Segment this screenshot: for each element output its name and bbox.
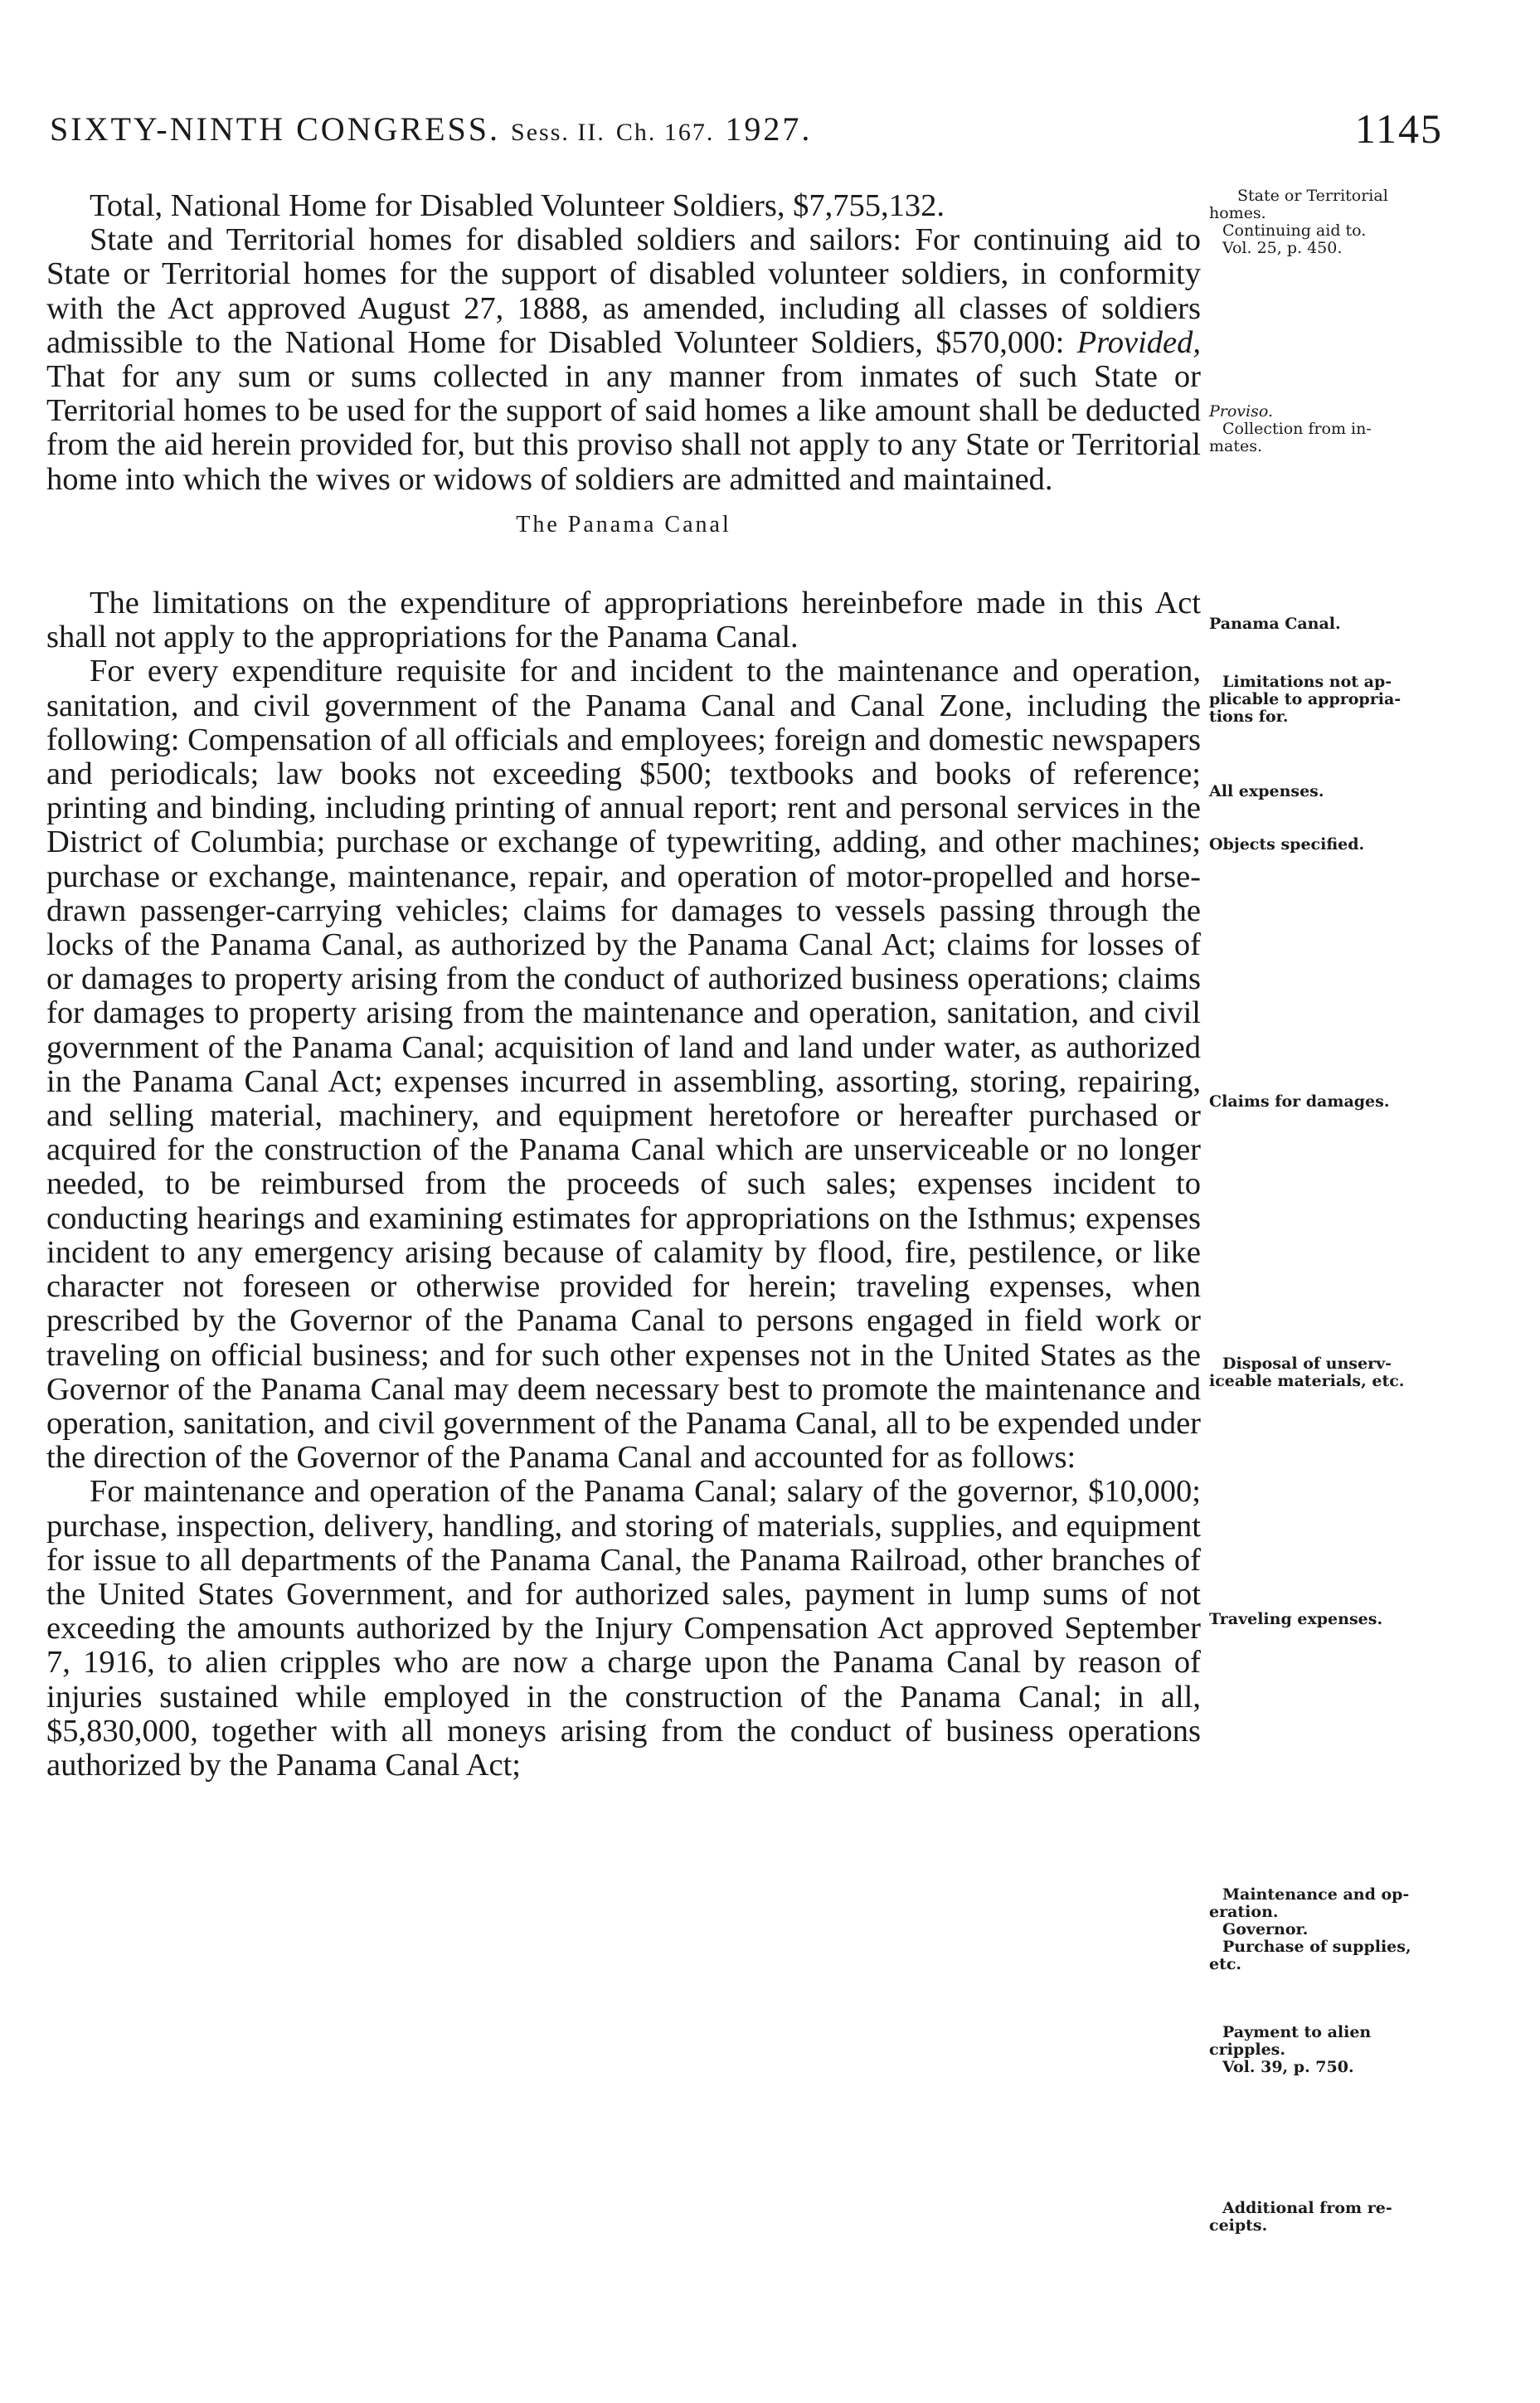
margin-notes <box>1209 0 1458 2403</box>
margin-note-additional: Additional from re- ceipts. <box>1209 2199 1392 2235</box>
state-homes-text: State and Territorial homes for disabled soldiers and sailors: For continuing aid to State or Territorial homes for the support of disabled volunteer soldiers, in conformity with the Act approved August 27, 1888, as amended, including all classes of soldiers admissible to the National Home for Disabled Volunteer Soldiers, $570,000: <box>46 222 1201 360</box>
margin-note-panama-canal: Panama Canal. <box>1209 615 1341 633</box>
margin-note-payment: Payment to alien cripples. Vol. 39, p. 750. <box>1209 2023 1372 2076</box>
proviso-text: That for any sum or sums collected in any manner from inmates of such State or Territorial homes to be used for the support of said homes a like amount shall be deducted from the aid herein provided for, but this proviso shall not apply to any State or Territorial home into which the wives or widows of soldiers are admitted and maintained. <box>46 359 1201 497</box>
margin-note-claims: Claims for damages. <box>1209 1092 1390 1111</box>
paragraph-limitations: The limitations on the expenditure of appropriations hereinbefore made in this Act shall not apply to the appropriations for the Panama Canal. <box>46 586 1201 655</box>
proviso-word: Provided, <box>1076 324 1201 360</box>
paragraph-maintenance: For maintenance and operation of the Panama Canal; salary of the governor, $10,000; purchase, inspection, delivery, handling, and storing of materials, supplies, and equipment for issue to all departments of the Panama Canal, the Panama Railroad, other branches of the United States Government, and for authorized sales, payment in lump sums of not exceeding the amounts authorized by the Injury Compensation Act approved September 7, 1916, to alien cripples who are now a charge upon the Panama Canal by reason of injuries sustained while employed in the construction of the Panama Canal; in all, $5,830,000, together with all moneys arising from the conduct of business operations authorized by the Panama Canal Act; <box>46 1474 1201 1783</box>
section-heading <box>46 505 1201 542</box>
margin-note-state-homes: State or Territorial homes. Continuing aid to. Vol. 25, p. 450. <box>1209 187 1388 257</box>
paragraph-state-homes <box>46 223 1201 497</box>
paragraph-total: Total, National Home for Disabled Volunteer Soldiers, $7,755,132. <box>90 188 945 223</box>
session-label: Sess. II. <box>511 119 605 146</box>
margin-note-limitations: Limitations not ap- plicable to appropria- tions for. <box>1209 673 1402 726</box>
page-number: 1145 <box>1354 105 1443 152</box>
congress-title: SIXTY-NINTH CONGRESS. <box>50 110 501 148</box>
main-text-column <box>46 189 1201 1783</box>
margin-note-proviso: Proviso. Collection from in- mates. <box>1209 402 1372 455</box>
margin-note-disposal: Disposal of unserv- iceable materials, etc. <box>1209 1355 1405 1390</box>
paragraph-expenditures: For every expenditure requisite for and incident to the maintenance and operation, sanitation, and civil government of the Panama Canal and Canal Zone, including the following: Compensation of all officials and employees; foreign and domestic newspapers and periodicals; law books not exceeding $500; textbooks and books of reference; printing and binding, including printing of annual report; rent and personal services in the District of Columbia; purchase or exchange of typewriting, adding, and other machines; purchase or exchange, maintenance, repair, and operation of motor-propelled and horse-drawn passenger-carrying vehicles; claims for damages to vessels passing through the locks of the Panama Canal, as authorized by the Panama Canal Act; claims for losses of or damages to property arising from the conduct of authorized business operations; claims for damages to property arising from the maintenance and operation, sanitation, and civil government of the Panama Canal; acquisition of land and land under water, as authorized in the Panama Canal Act; expenses incurred in assembling, assorting, storing, repairing, and selling material, machinery, and equipment heretofore or hereafter purchased or acquired for the construction of the Panama Canal which are unserviceable or no longer needed, to be reimbursed from the proceeds of such sales; expenses incident to conducting hearings and examining estimates for appropriations on the Isthmus; expenses incident to any emergency arising because of calamity by flood, fire, pestilence, or like character not foreseen or otherwise provided for herein; traveling expenses, when prescribed by the Governor of the Panama Canal to persons engaged in field work or traveling on official business; and for such other expenses not in the United States as the Governor of the Panama Canal may deem necessary best to promote the maintenance and operation, sanitation, and civil government of the Panama Canal, all to be expended under the direction of the Governor of the Panama Canal and accounted for as follows: <box>46 654 1201 1476</box>
year-label: 1927. <box>725 110 813 148</box>
section-heading-text: The Panama Canal <box>516 511 731 538</box>
margin-note-maintenance: Maintenance and op- eration. Governor. Purchase of supplies, etc. <box>1209 1885 1411 1973</box>
running-head <box>50 109 812 148</box>
chapter-label: Ch. 167. <box>615 119 715 146</box>
margin-note-traveling: Traveling expenses. <box>1209 1610 1383 1628</box>
margin-note-all-expenses: All expenses. <box>1209 782 1324 800</box>
margin-note-objects-specified: Objects specified. <box>1209 835 1365 854</box>
